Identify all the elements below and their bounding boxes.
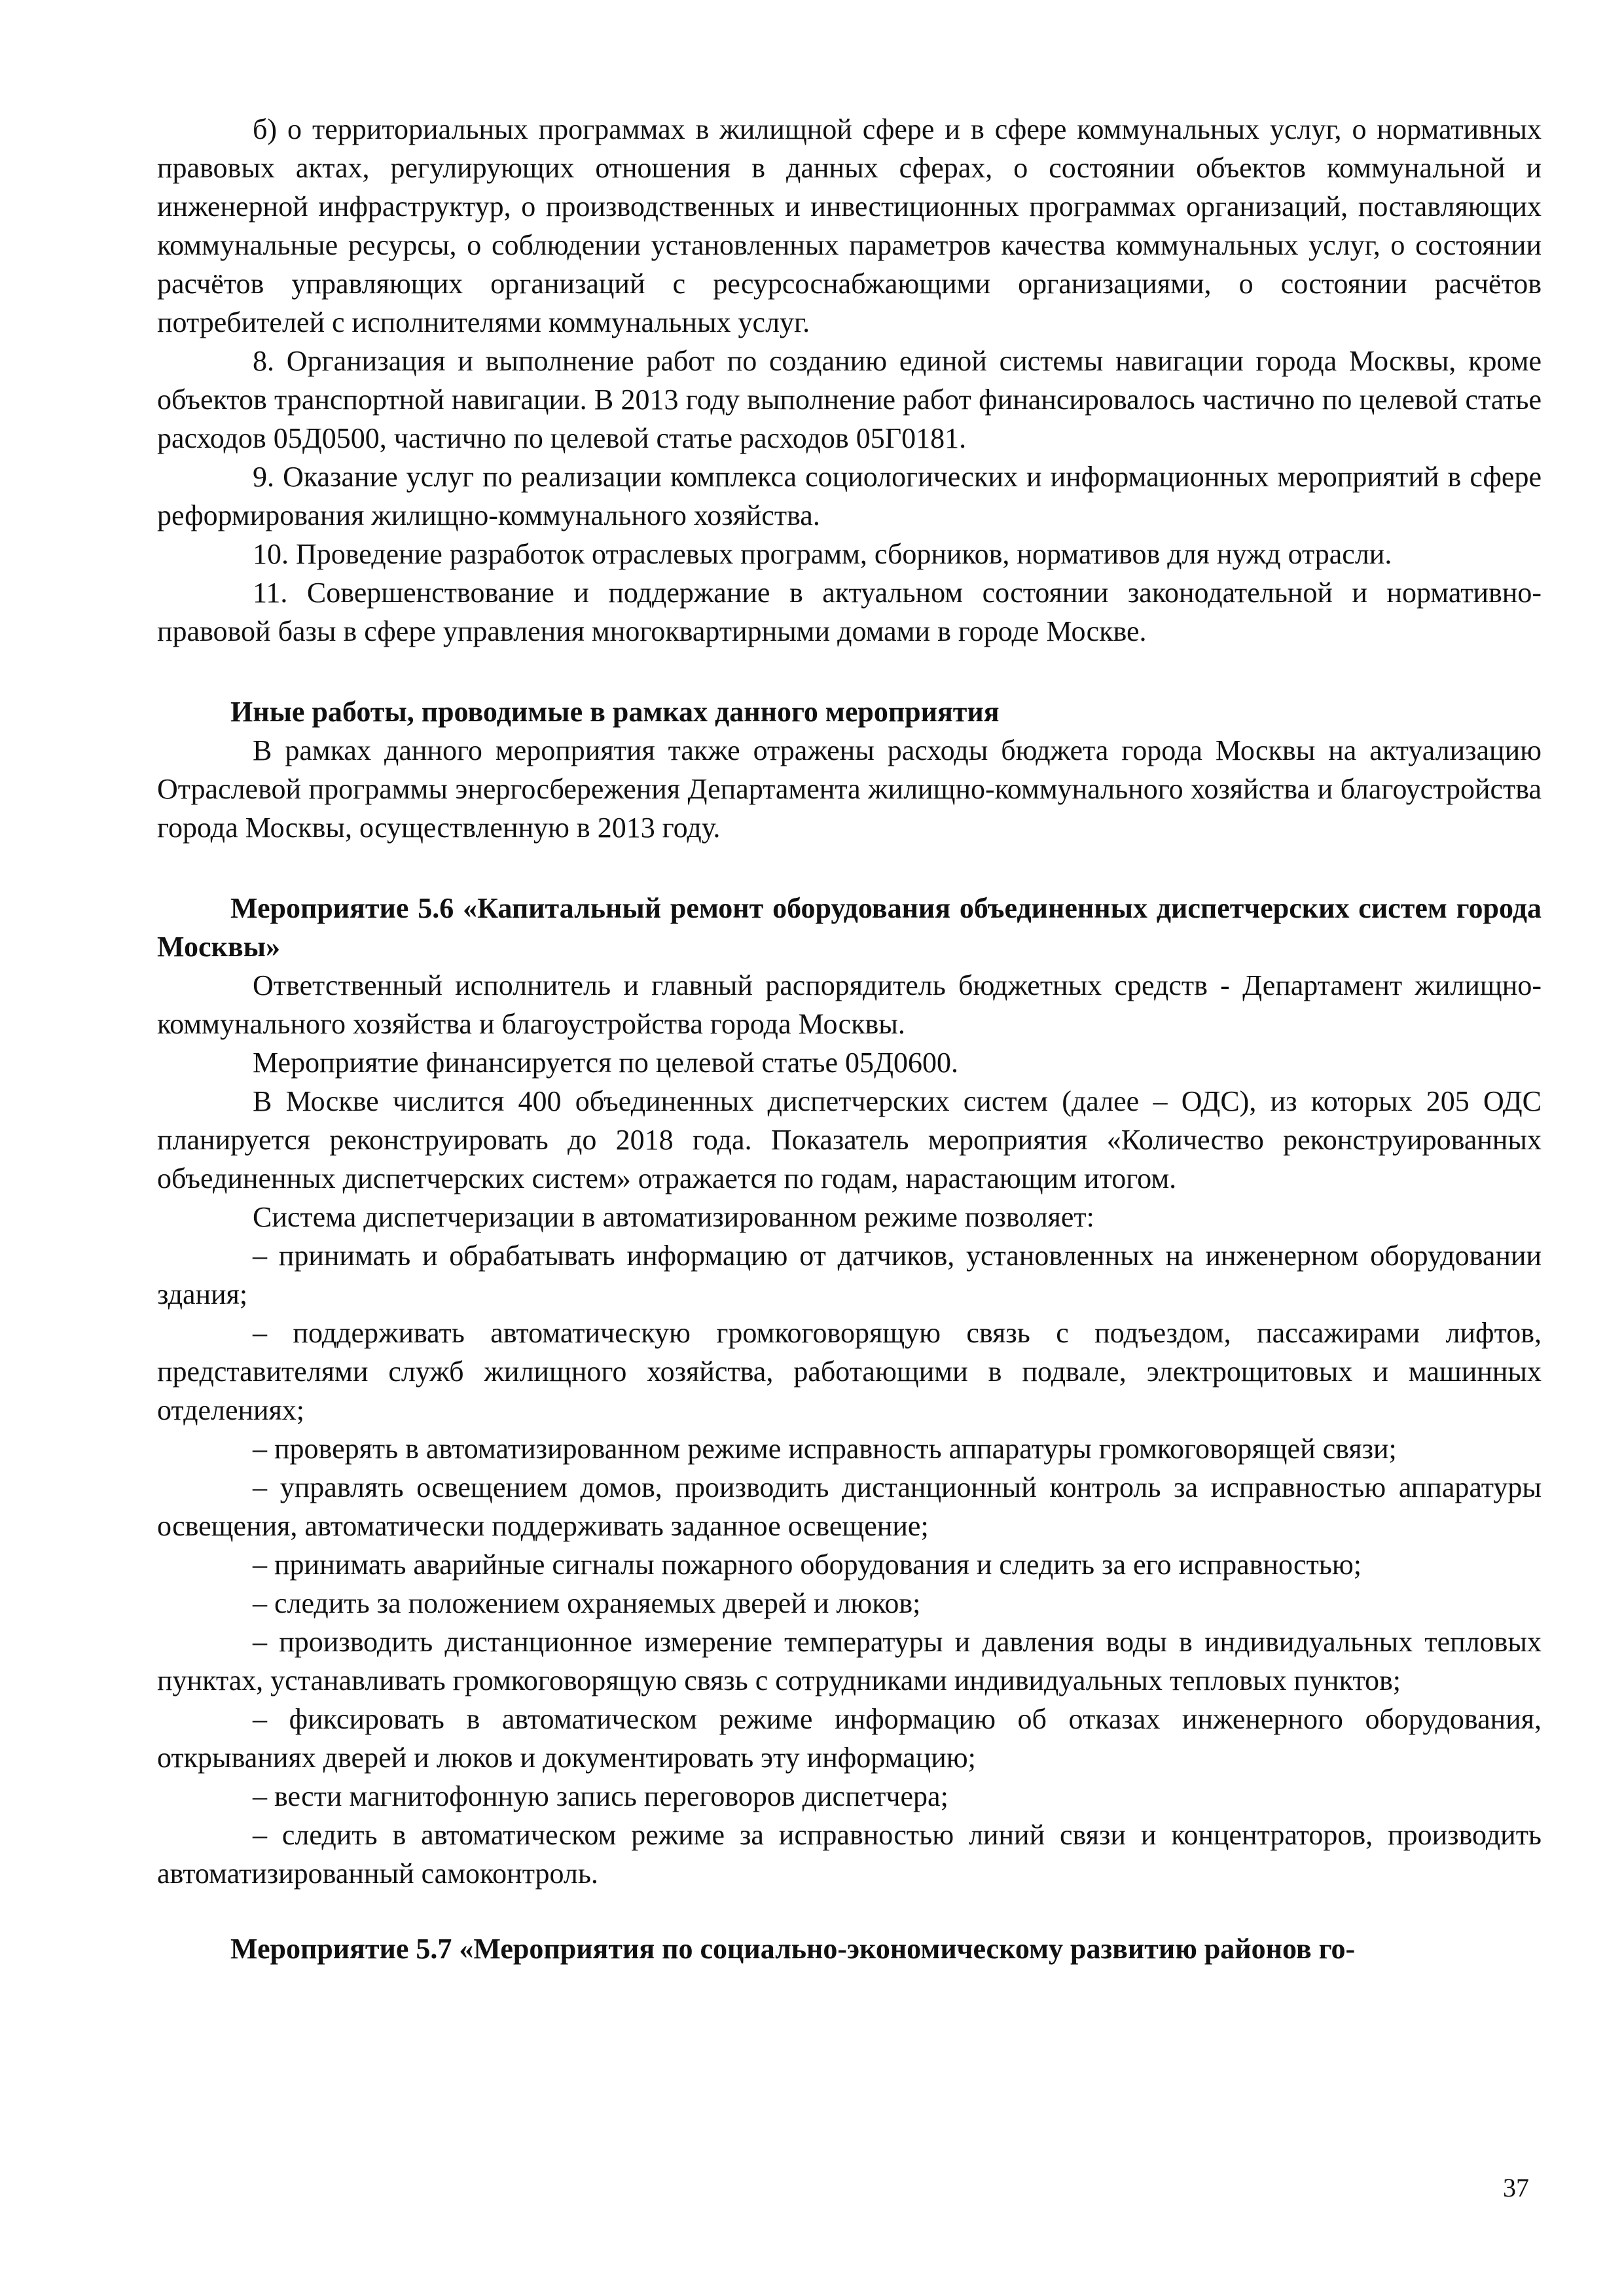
measure-5-6-responsible: Ответственный исполнитель и главный распорядитель бюджетных средств - Департамент жилищно-коммунального хозяйства и благоустройства города Москвы. — [157, 969, 1542, 1040]
paragraph-b: б) о территориальных программах в жилищной сфере и в сфере коммунальных услуг, о нормативных правовых актах, регулирующих отношения в данных сферах, о состоянии объектов коммунальной и инженерной инфраструктур, о производственных и инвестиционных программах организаций, поставляющих коммунальные ресурсы, о соблюдении установленных параметров качества коммунальных услуг, о состоянии расчётов управляющих организаций с ресурсоснабжающими организациями, о состоянии расчётов потребителей с исполнителями коммунальных услуг. — [157, 113, 1542, 338]
list-item: – производить дистанционное измерение температуры и давления воды в индивидуальных тепловых пунктах, устанавливать громкоговорящую связь с сотрудниками индивидуальных тепловых пунктов; — [157, 1626, 1542, 1696]
paragraph-9: 9. Оказание услуг по реализации комплекса социологических и информационных мероприятий в сфере реформирования жилищно-коммунального хозяйства. — [157, 461, 1542, 531]
section-gap — [157, 1893, 1542, 1929]
list-item: – поддерживать автоматическую громкоговорящую связь с подъездом, пассажирами лифтов, представителями служб жилищного хозяйства, работающими в подвале, электрощитовых и машинных отделениях; — [157, 1317, 1542, 1426]
list-item: – принимать аварийные сигналы пожарного оборудования и следить за его исправностью; — [253, 1549, 1362, 1581]
paragraph-8: 8. Организация и выполнение работ по созданию единой системы навигации города Москвы, кроме объектов транспортной навигации. В 2013 году выполнение работ финансировалось частично по целевой статье расходов 05Д0500, частично по целевой статье расходов 05Г0181. — [157, 345, 1542, 454]
list-item: – вести магнитофонную запись переговоров диспетчера; — [253, 1780, 948, 1812]
measure-5-6-heading: Мероприятие 5.6 «Капитальный ремонт оборудования объединенных диспетчерских систем города Москвы» — [157, 892, 1542, 963]
document-page — [157, 110, 1542, 1968]
paragraph-11: 11. Совершенствование и поддержание в актуальном состоянии законодательной и нормативно-правовой базы в сфере управления многоквартирными домами в городе Москве. — [157, 577, 1542, 647]
measure-5-6-count: В Москве числится 400 объединенных диспетчерских систем (далее – ОДС), из которых 205 ОДС планируется реконструировать до 2018 года. Показатель мероприятия «Количество реконструированных объединенных диспетчерских систем» отражается по годам, нарастающим итогом. — [157, 1085, 1542, 1194]
list-item: – проверять в автоматизированном режиме исправность аппаратуры громкоговорящей связи; — [253, 1433, 1397, 1465]
page-number: 37 — [1503, 2173, 1529, 2202]
section-gap — [157, 651, 1542, 692]
measure-5-6-intro: Система диспетчеризации в автоматизированном режиме позволяет: — [253, 1201, 1094, 1233]
list-item: – фиксировать в автоматическом режиме информацию об отказах инженерного оборудования, открываниях дверей и люков и документировать эту информацию; — [157, 1703, 1542, 1774]
measure-5-6-financing: Мероприятие финансируется по целевой статье 05Д0600. — [253, 1047, 959, 1079]
list-item: – следить в автоматическом режиме за исправностью линий связи и концентраторов, производить автоматизированный самоконтроль. — [157, 1819, 1542, 1890]
measure-5-7-heading: Мероприятие 5.7 «Мероприятия по социально-экономическому развитию районов го- — [230, 1933, 1356, 1965]
list-item: – следить за положением охраняемых дверей и люков; — [253, 1587, 921, 1619]
list-item: – принимать и обрабатывать информацию от датчиков, установленных на инженерном оборудовании здания; — [157, 1240, 1542, 1310]
list-item: – управлять освещением домов, производить дистанционный контроль за исправностью аппаратуры освещения, автоматически поддерживать заданное освещение; — [157, 1471, 1542, 1542]
paragraph-10: 10. Проведение разработок отраслевых программ, сборников, нормативов для нужд отрасли. — [253, 538, 1392, 570]
section-gap — [157, 847, 1542, 889]
other-works-heading: Иные работы, проводимые в рамках данного мероприятия — [230, 696, 1000, 728]
other-works-text: В рамках данного мероприятия также отражены расходы бюджета города Москвы на актуализацию Отраслевой программы энергосбережения Департамента жилищно-коммунального хозяйства и благоустройства города Москвы, осуществленную в 2013 году. — [157, 734, 1542, 844]
